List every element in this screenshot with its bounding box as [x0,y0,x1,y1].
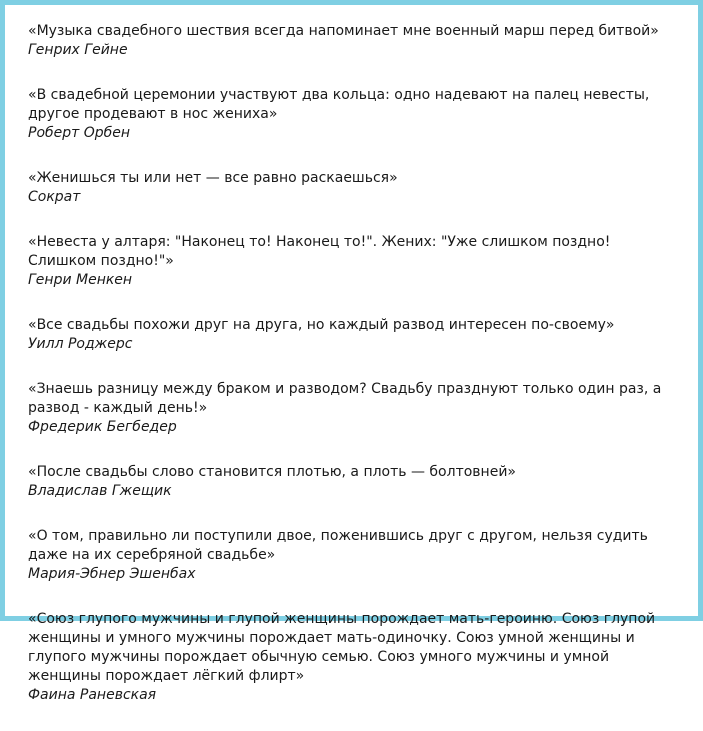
quote-author: Сократ [28,189,81,205]
quote-author: Генрих Гейне [28,42,128,58]
quote-line: «Все свадьбы похожи друг на друга, но каждый развод интересен по-своему» [28,317,615,333]
quote-line: «Союз глупого мужчины и глупой женщины порождает мать-героиню. Союз глупой [28,611,656,627]
quote-line: «После свадьбы слово становится плотью, а плоть — болтовней» [28,464,516,480]
quote-text [28,22,700,41]
quote-line: развод - каждый день!» [28,400,208,416]
quote-text [28,380,700,418]
quote-line: даже на их серебряной свадьбе» [28,547,276,563]
quote-item [28,169,700,207]
quote-item [28,22,700,60]
quote-item [28,463,700,501]
quote-line: «Невеста у алтаря: "Наконец то! Наконец то!". Жених: "Уже слишком поздно! [28,234,611,250]
quote-text [28,463,700,482]
quote-line: другое продевают в нос жениха» [28,106,278,122]
quote-item [28,86,700,143]
quote-item [28,233,700,290]
quote-author: Мария-Эбнер Эшенбах [28,566,196,582]
quote-author: Фаина Раневская [28,687,157,703]
quote-item [28,610,700,705]
quote-text [28,316,700,335]
quote-text [28,527,700,565]
quote-item [28,527,700,584]
quote-author: Генри Менкен [28,272,133,288]
quote-text [28,233,700,271]
quote-line: женщины и умного мужчины порождает мать-одиночку. Союз умной женщины и [28,630,635,646]
quote-author: Уилл Роджерс [28,336,133,352]
quote-text [28,169,700,188]
quote-author: Роберт Орбен [28,125,131,141]
quote-line: «Знаешь разницу между браком и разводом? Свадьбу празднуют только один раз, а [28,381,662,397]
quote-line: глупого мужчины порождает обычную семью. Союз умного мужчины и умной [28,649,610,665]
quote-item [28,316,700,354]
quote-line: «Музыка свадебного шествия всегда напоминает мне военный марш перед битвой» [28,23,659,39]
quote-item [28,380,700,437]
quote-line: «О том, правильно ли поступили двое, поженившись друг с другом, нельзя судить [28,528,648,544]
quote-line: женщины порождает лёгкий флирт» [28,668,305,684]
quote-line: «Женишься ты или нет — все равно раскаешься» [28,170,398,186]
quotes-list [28,22,700,731]
quote-line: «В свадебной церемонии участвуют два кольца: одно надевают на палец невесты, [28,87,650,103]
quote-line: Слишком поздно!"» [28,253,174,269]
quote-author: Владислав Гжещик [28,483,172,499]
quote-text [28,610,700,686]
quote-text [28,86,700,124]
quote-author: Фредерик Бегбедер [28,419,177,435]
